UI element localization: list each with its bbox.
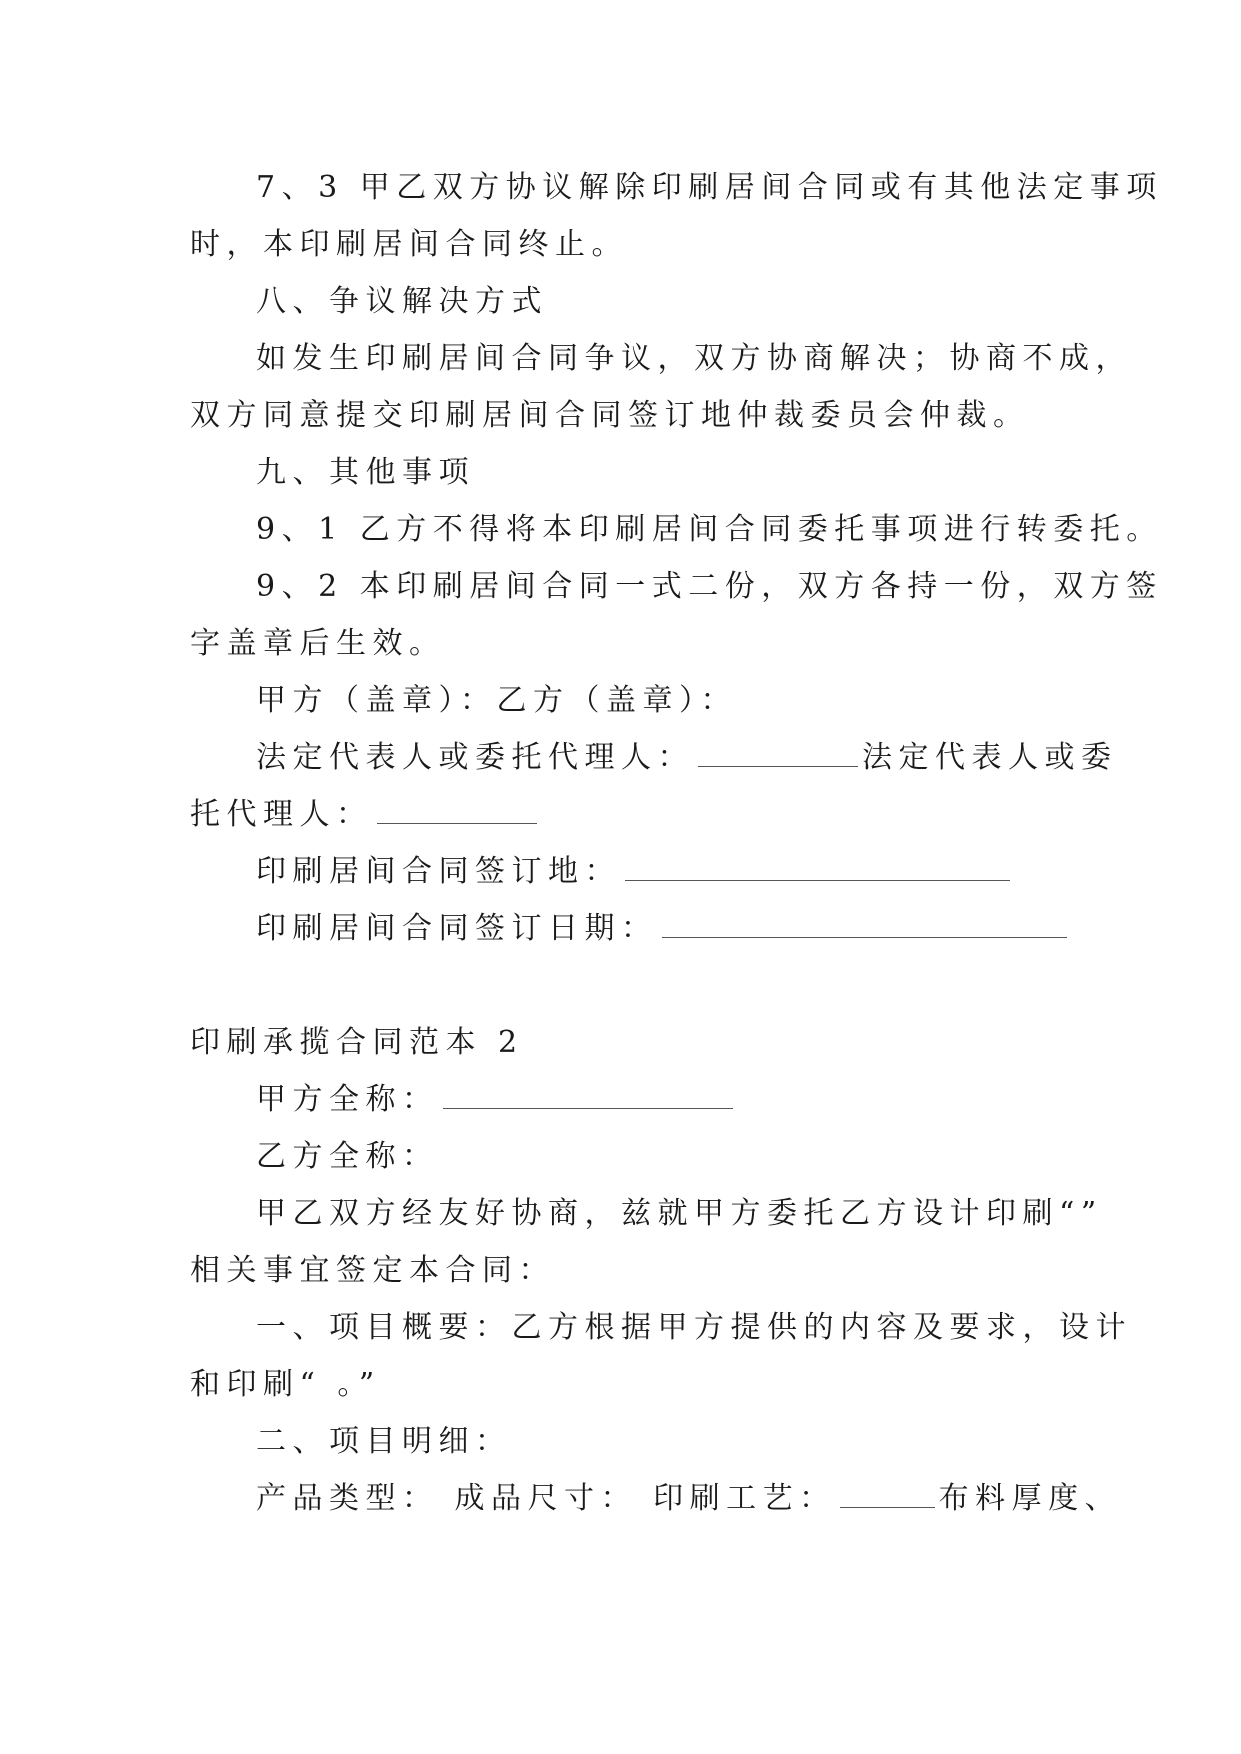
signing-date-line [256, 909, 1071, 949]
representative-label-b: 法定代表人或委 [862, 740, 1118, 775]
dispute-line-2: 双方同意提交印刷居间合同签订地仲裁委员会仲裁。 [190, 398, 1030, 433]
clause-9-1-line: 9、1 乙方不得将本印刷居间合同委托事项进行转委托。 [256, 512, 1163, 547]
party-a-name-blank [443, 1082, 733, 1109]
party-b-name-line: 乙方全称： [256, 1139, 439, 1174]
overview-line-2: 和印刷“ 。” [190, 1367, 381, 1402]
signing-date-blank [662, 911, 1067, 938]
preamble-line-2: 相关事宜签定本合同： [190, 1253, 555, 1288]
product-details-line [256, 1479, 1121, 1519]
representative-line-2 [190, 795, 541, 835]
preamble-line-1: 甲乙双方经友好协商，兹就甲方委托乙方设计印刷“” [256, 1196, 1103, 1231]
overview-line-1: 一、项目概要：乙方根据甲方提供的内容及要求，设计 [256, 1310, 1132, 1345]
clause-9-2-line-1: 9、2 本印刷居间合同一式二份，双方各持一份，双方签 [256, 569, 1163, 604]
signing-place-label: 印刷居间合同签订地： [256, 854, 621, 889]
clause-7-3-line-2: 时，本印刷居间合同终止。 [190, 227, 628, 262]
representative-line-1 [256, 738, 1118, 778]
fabric-thickness-label: 布料厚度、 [938, 1481, 1122, 1516]
dispute-line-1: 如发生印刷居间合同争议，双方协商解决；协商不成， [256, 341, 1132, 376]
representative-blank-a [698, 740, 858, 767]
party-a-name-line [256, 1080, 737, 1120]
section-heading-details: 二、项目明细： [256, 1424, 512, 1459]
signing-date-label: 印刷居间合同签订日期： [256, 911, 658, 946]
signing-place-blank [625, 854, 1010, 881]
section-title-template-2: 印刷承揽合同范本 2 [190, 1025, 524, 1060]
product-details-label: 产品类型： 成品尺寸： 印刷工艺： [256, 1481, 836, 1516]
seal-line: 甲方（盖章）：乙方（盖章）： [256, 683, 737, 718]
clause-9-2-line-2: 字盖章后生效。 [190, 626, 446, 661]
signing-place-line [256, 852, 1014, 892]
party-a-name-label: 甲方全称： [256, 1082, 439, 1117]
printing-process-blank [840, 1481, 935, 1508]
clause-7-3-line-1: 7、3 甲乙双方协议解除印刷居间合同或有其他法定事项 [256, 170, 1163, 205]
section-heading-dispute: 八、争议解决方式 [256, 284, 548, 319]
representative-label-a: 法定代表人或委托代理人： [256, 740, 694, 775]
representative-blank-b [377, 797, 537, 824]
section-heading-other: 九、其他事项 [256, 455, 475, 490]
representative-label-c: 托代理人： [190, 797, 373, 832]
